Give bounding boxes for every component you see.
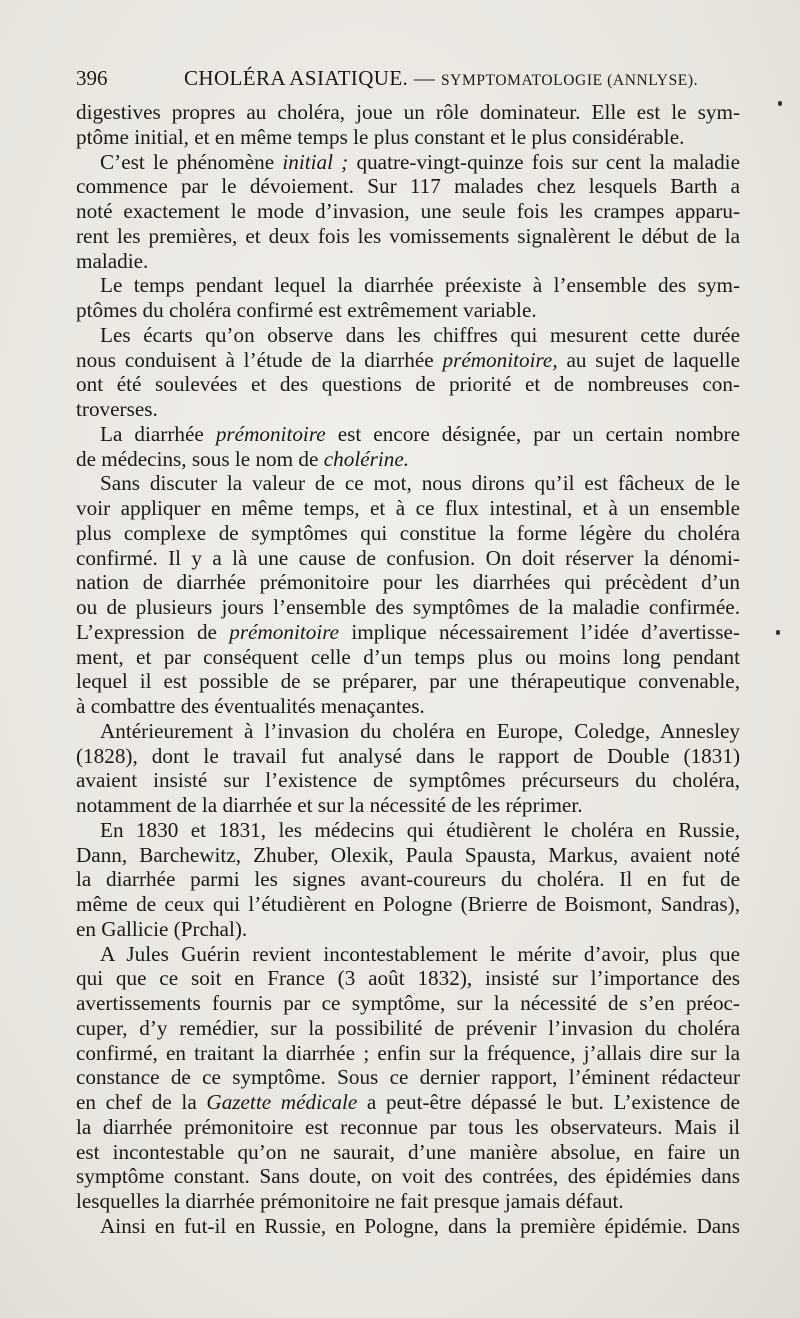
text-segment: en Gallicie (Prchal). <box>76 916 248 941</box>
text-line <box>76 942 740 967</box>
italic-text: Gazette médicale <box>206 1090 358 1114</box>
text-segment: maladie. <box>76 248 149 273</box>
text-line <box>76 1090 740 1115</box>
text-segment: digestives propres au choléra, joue un rôle dominateur. Elle est le sym- <box>76 100 740 124</box>
text-segment: L’expression de <box>76 619 230 644</box>
text-segment: au sujet de laquelle <box>557 347 740 372</box>
text-segment: même de ceux qui l’étudièrent en Pologne (Brierre de Boismont, Sandras), <box>76 892 740 916</box>
text-segment: plus complexe de symptômes qui constitue la forme légère du choléra <box>76 520 740 545</box>
text-segment: C’est le phénomène <box>100 149 283 174</box>
italic-text: initial ; <box>282 149 349 174</box>
text-line <box>76 348 740 373</box>
text-segment: la diarrhée prémonitoire est reconnue par tous les observateurs. Mais il <box>76 1114 740 1139</box>
text-line <box>76 199 740 224</box>
header-subtitle: SYMPTOMATOLOGIE (ANNLYSE). <box>440 72 699 89</box>
italic-text: prémonitoire <box>215 421 326 446</box>
text-line <box>76 843 740 868</box>
text-segment: En 1830 et 1831, les médecins qui étudièrent le choléra en Russie, <box>100 817 740 842</box>
text-segment: noté exactement le mode d’invasion, une seule fois les crampes apparu- <box>76 199 740 223</box>
text-segment: notamment de la diarrhée et sur la nécessité de les réprimer. <box>76 793 583 817</box>
text-line <box>76 595 740 620</box>
text-segment: confirmé, en traitant la diarrhée ; enfin sur la fréquence, j’allais dire sur la <box>76 1040 740 1065</box>
italic-text: prémonitoire, <box>442 347 558 372</box>
text-segment: ont été soulevées et des questions de priorité et de nombreuses con- <box>76 372 740 397</box>
text-line <box>76 793 740 818</box>
text-line <box>76 744 740 769</box>
text-segment: symptôme constant. Sans doute, on voit des contrées, des épidémies dans <box>76 1164 740 1189</box>
text-line <box>76 867 740 892</box>
text-line <box>76 249 740 274</box>
text-line <box>76 100 740 125</box>
text-segment: en chef de la <box>76 1090 207 1114</box>
text-line <box>76 174 740 199</box>
body-text <box>76 100 740 1239</box>
running-title <box>184 66 698 91</box>
header-dash: — <box>413 66 436 90</box>
text-segment: qui que ce soit en France (3 août 1832), insisté sur l’importance des <box>76 966 740 991</box>
text-segment: lesquelles la diarrhée prémonitoire ne fait presque jamais défaut. <box>76 1189 624 1213</box>
text-line <box>76 298 740 323</box>
text-segment: Le temps pendant lequel la diarrhée préexiste à l’ensemble des sym- <box>100 273 740 298</box>
text-segment: a peut-être dépassé le but. L’existence de <box>357 1090 740 1114</box>
text-segment: nation de diarrhée prémonitoire pour les diarrhées qui précèdent d’un <box>76 570 740 595</box>
text-segment: lequel il est possible de se préparer, par une thérapeutique convenable, <box>76 669 740 694</box>
text-segment: quatre-vingt-quinze fois sur cent la maladie <box>348 149 740 174</box>
text-segment: ment, et par conséquent celle d’un temps plus ou moins long pendant <box>76 644 740 669</box>
text-segment: Antérieurement à l’invasion du choléra en Europe, Coledge, Annesley <box>100 718 740 743</box>
text-line <box>76 546 740 571</box>
text-segment: Les écarts qu’on observe dans les chiffres qui mesurent cette durée <box>100 322 740 347</box>
text-line <box>76 521 740 546</box>
text-line <box>76 991 740 1016</box>
text-line <box>76 966 740 991</box>
text-segment: constance de ce symptôme. Sous ce dernier rapport, l’éminent rédacteur <box>76 1065 740 1090</box>
text-line <box>76 372 740 397</box>
text-line <box>76 471 740 496</box>
text-segment: voir appliquer en même temps, et à ce flux intestinal, et à un ensemble <box>76 496 740 520</box>
margin-speck <box>776 630 780 635</box>
text-line <box>76 719 740 744</box>
text-line <box>76 1140 740 1165</box>
text-segment: Ainsi en fut-il en Russie, en Pologne, dans la première épidémie. Dans <box>100 1213 740 1238</box>
text-line <box>76 1041 740 1066</box>
text-line <box>76 422 740 447</box>
text-line <box>76 620 740 645</box>
header-title: CHOLÉRA ASIATIQUE. <box>184 66 409 90</box>
text-segment: ptôme initial, et en même temps le plus constant et le plus considérable. <box>76 124 685 149</box>
text-segment: La diarrhée <box>100 421 216 446</box>
text-line <box>76 669 740 694</box>
text-line <box>76 1189 740 1214</box>
text-segment: nous conduisent à l’étude de la diarrhée <box>76 347 443 372</box>
text-segment: est incontestable qu’on ne saurait, d’une manière absolue, en faire un <box>76 1139 740 1164</box>
text-line <box>76 818 740 843</box>
text-line <box>76 1214 740 1239</box>
text-line <box>76 694 740 719</box>
text-segment: Dann, Barchewitz, Zhuber, Olexik, Paula Spausta, Markus, avaient noté <box>76 842 740 867</box>
text-line <box>76 125 740 150</box>
text-line <box>76 917 740 942</box>
text-segment: est encore désignée, par un certain nombre <box>325 421 740 446</box>
running-header <box>76 66 740 96</box>
text-segment: confirmé. Il y a là une cause de confusion. On doit réserver la dénomi- <box>76 545 740 570</box>
text-line <box>76 397 740 422</box>
text-segment: de médecins, sous le nom de <box>76 446 324 471</box>
text-segment: commence par le dévoiement. Sur 117 malades chez lesquels Barth a <box>76 174 740 199</box>
text-segment: rent les premières, et deux fois les vomissements signalèrent le début de la <box>76 223 740 248</box>
margin-speck <box>778 101 782 106</box>
text-line <box>76 323 740 348</box>
text-line <box>76 1065 740 1090</box>
text-segment: la diarrhée parmi les signes avant-coureurs du choléra. Il en fut de <box>76 867 740 892</box>
text-line <box>76 1164 740 1189</box>
text-segment: implique nécessairement l’idée d’avertisse- <box>339 619 740 644</box>
text-segment: A Jules Guérin revient incontestablement le mérite d’avoir, plus que <box>100 941 740 966</box>
text-segment: ou de plusieurs jours l’ensemble des symptômes de la maladie confirmée. <box>76 595 740 619</box>
text-line <box>76 496 740 521</box>
text-segment: ptômes du choléra confirmé est extrêmement variable. <box>76 298 537 322</box>
text-segment: troverses. <box>76 397 158 421</box>
text-segment: à combattre des éventualités menaçantes. <box>76 694 425 718</box>
italic-text: prémonitoire <box>229 619 340 644</box>
text-line <box>76 570 740 595</box>
text-line <box>76 447 740 472</box>
text-segment: avertissements fournis par ce symptôme, sur la nécessité de s’en préoc- <box>76 991 740 1015</box>
text-segment: cuper, d’y remédier, sur la possibilité de prévenir l’invasion du choléra <box>76 1015 740 1040</box>
text-line <box>76 892 740 917</box>
text-line <box>76 645 740 670</box>
text-line <box>76 273 740 298</box>
italic-text: cholérine. <box>323 446 410 471</box>
text-line <box>76 150 740 175</box>
page-number: 396 <box>76 66 108 90</box>
text-line <box>76 1115 740 1140</box>
text-segment: (1828), dont le travail fut analysé dans le rapport de Double (1831) <box>76 743 740 768</box>
text-line <box>76 224 740 249</box>
text-line <box>76 768 740 793</box>
text-line <box>76 1016 740 1041</box>
text-segment: avaient insisté sur l’existence de symptômes précurseurs du choléra, <box>76 768 740 793</box>
text-segment: Sans discuter la valeur de ce mot, nous dirons qu’il est fâcheux de le <box>100 471 740 496</box>
